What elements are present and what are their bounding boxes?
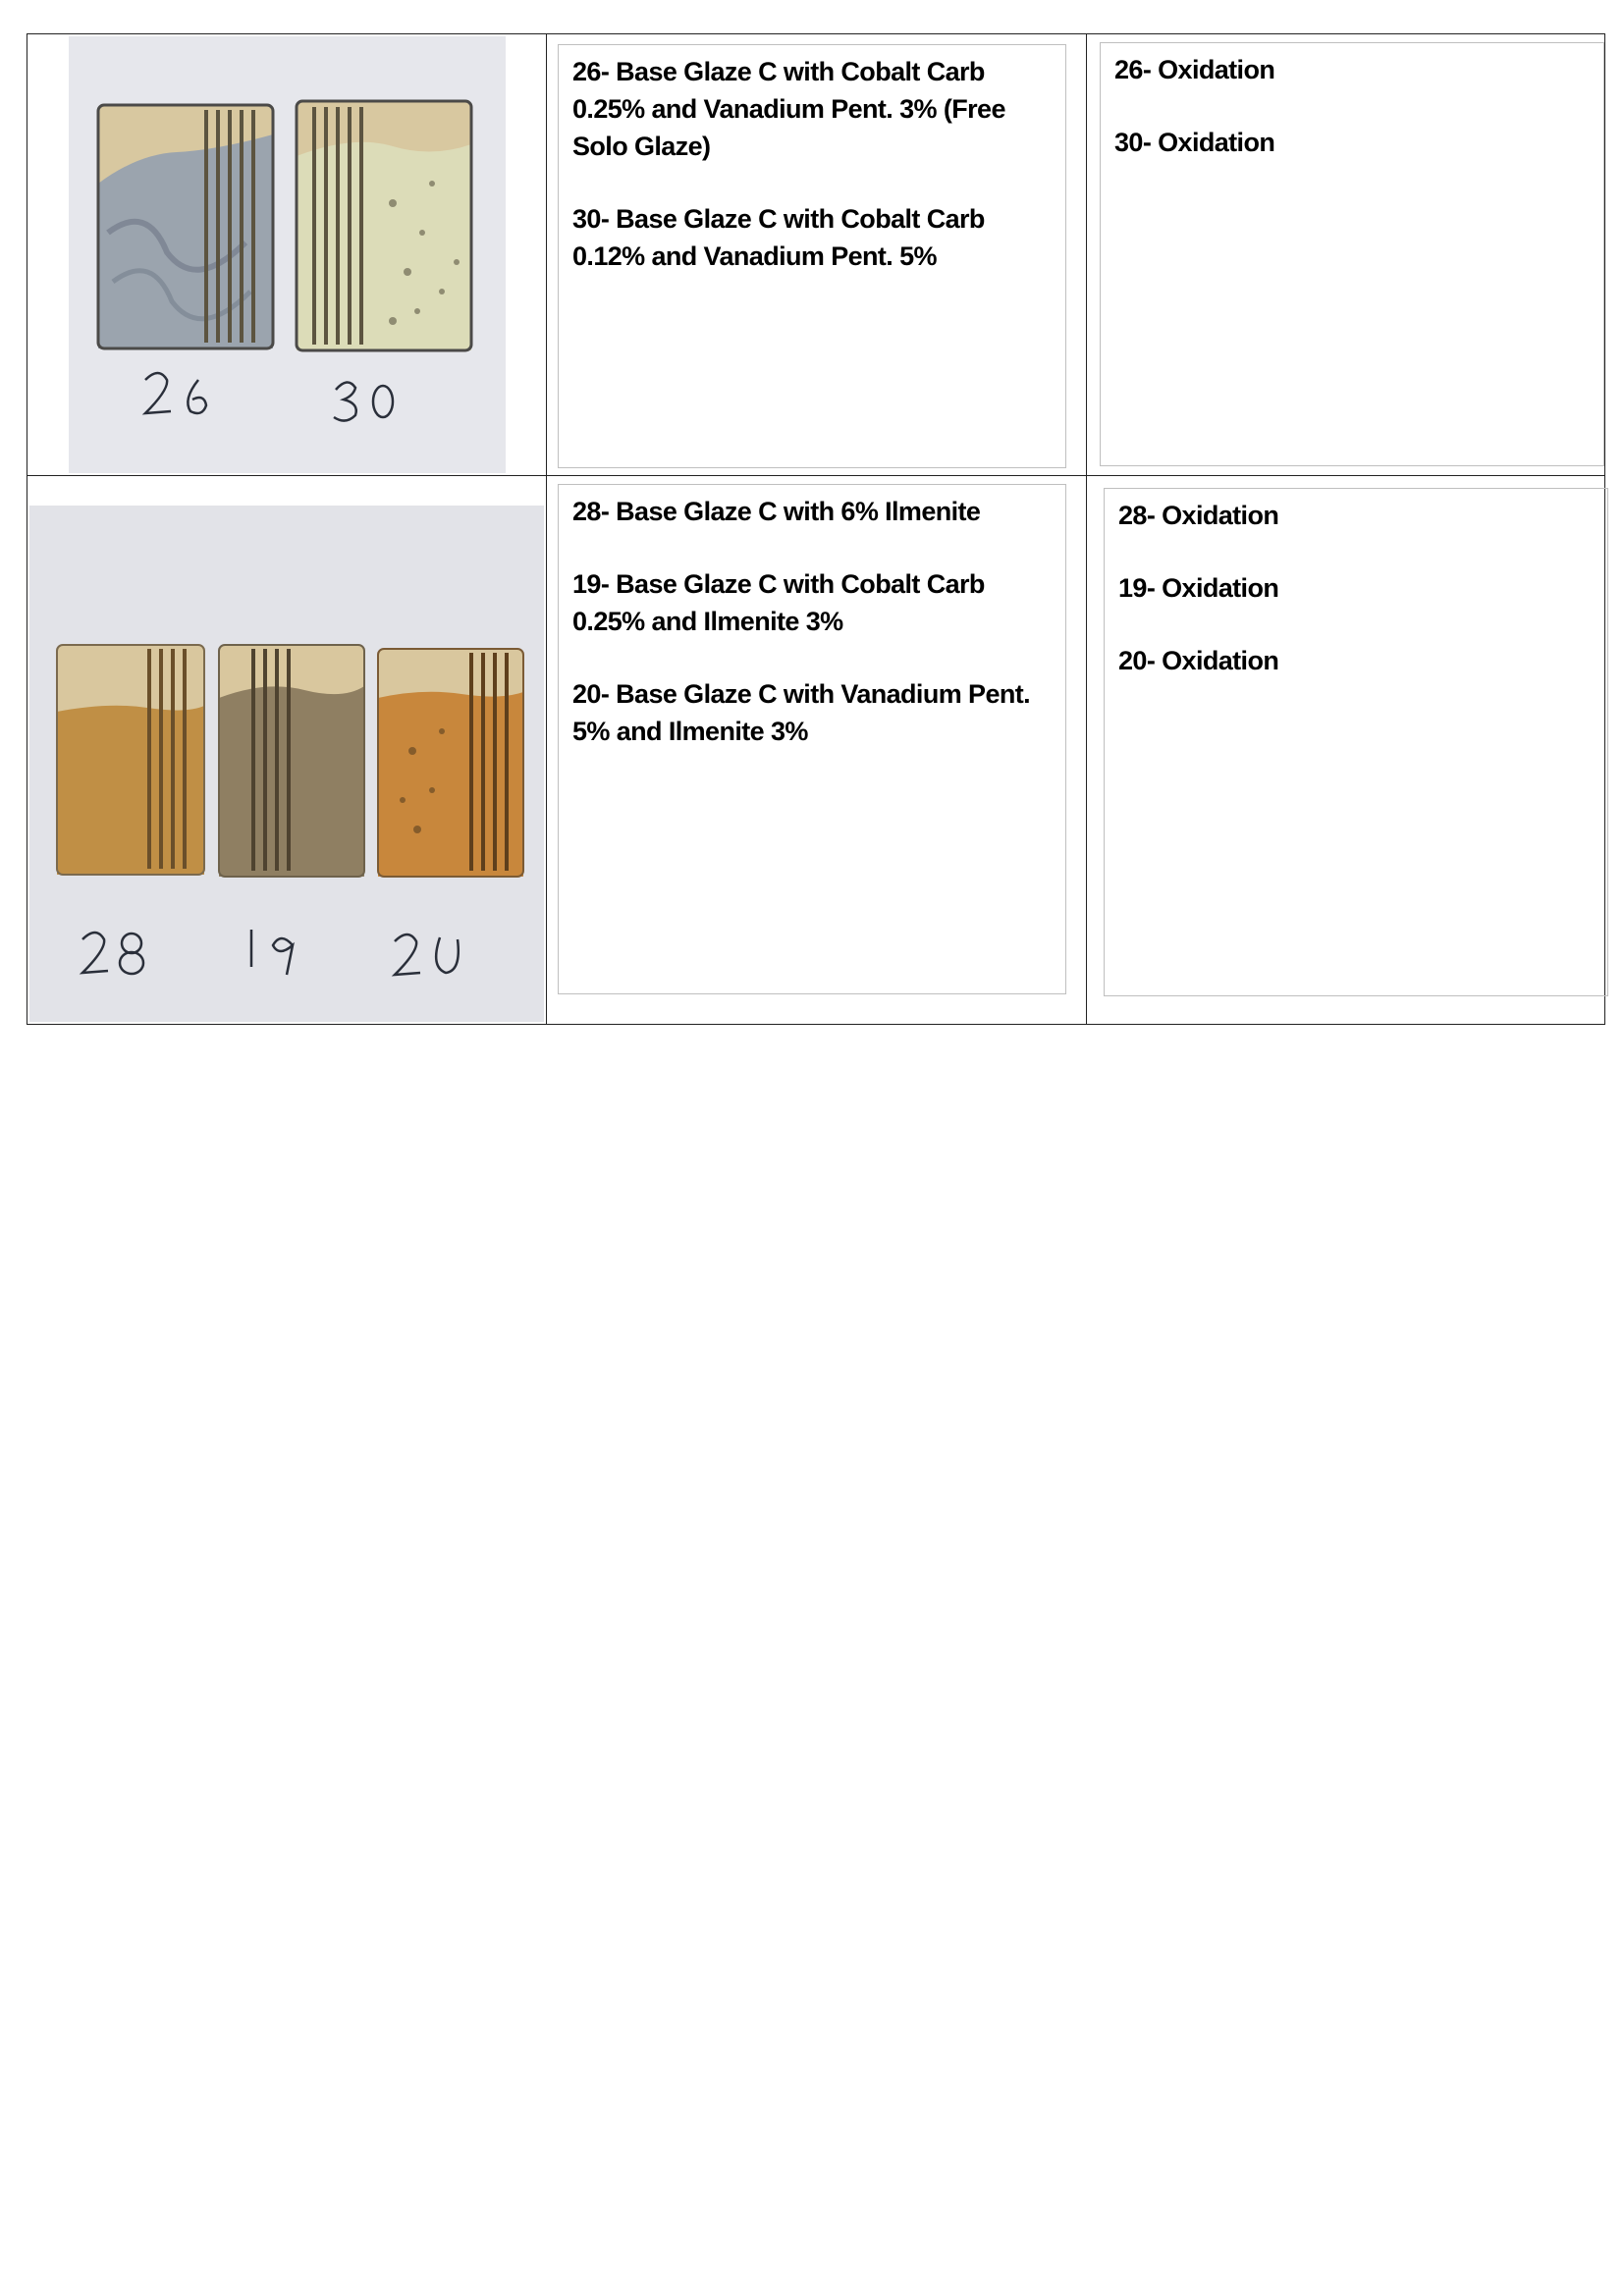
- tile-19: [219, 645, 364, 877]
- column-divider: [1086, 34, 1087, 1024]
- firing-box-row-2: [1104, 488, 1608, 996]
- glaze-description: 28- Base Glaze C with 6% Ilmenite: [572, 497, 981, 526]
- glaze-description: 30- Base Glaze C with Cobalt Carb 0.12% and Vanadium Pent. 5%: [572, 204, 985, 271]
- tile-20: [378, 649, 523, 877]
- glaze-tile-photo-row-1: [69, 36, 506, 473]
- firing-atmosphere: 20- Oxidation: [1118, 646, 1279, 675]
- column-divider: [546, 34, 547, 1024]
- glaze-description: 19- Base Glaze C with Cobalt Carb 0.25% and Ilmenite 3%: [572, 569, 985, 636]
- glaze-description: 26- Base Glaze C with Cobalt Carb 0.25% and Vanadium Pent. 3% (Free Solo Glaze): [572, 57, 1005, 161]
- firing-box-row-1: [1100, 42, 1604, 466]
- glaze-description: 20- Base Glaze C with Vanadium Pent. 5% and Ilmenite 3%: [572, 679, 1031, 746]
- tile-26: [98, 105, 273, 348]
- tile-30: [297, 101, 471, 350]
- firing-atmosphere: 30- Oxidation: [1114, 128, 1275, 157]
- glaze-test-table: [27, 33, 1605, 1025]
- glaze-description-box-row-2: [558, 484, 1066, 994]
- firing-atmosphere: 26- Oxidation: [1114, 55, 1275, 84]
- firing-atmosphere: 28- Oxidation: [1118, 501, 1279, 530]
- firing-atmosphere: 19- Oxidation: [1118, 573, 1279, 603]
- row-divider: [27, 475, 1604, 476]
- tile-28: [57, 645, 204, 875]
- glaze-description-box-row-1: [558, 44, 1066, 468]
- glaze-tile-photo-row-2: [29, 506, 544, 1022]
